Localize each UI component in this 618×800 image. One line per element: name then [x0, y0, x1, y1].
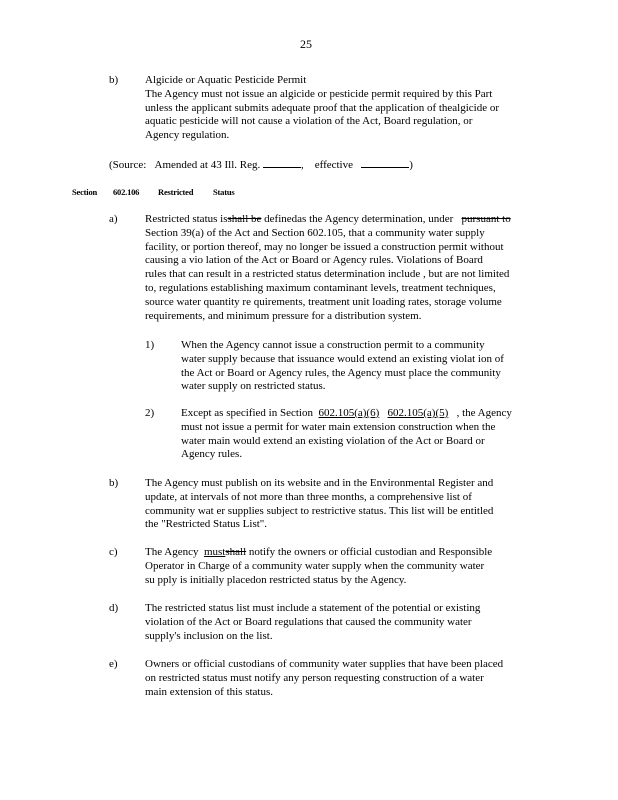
item-label-d: d) — [109, 602, 119, 614]
subitem-1-line: water supply on restricted status. — [181, 380, 326, 393]
notification-line: su pply is initially placedon restricted status by the Agency. — [145, 573, 407, 586]
notification-block — [145, 546, 492, 587]
owner-notice-line: Owners or official custodians of community water supplies that have been placed — [145, 658, 504, 670]
definition-line: facility, or portion thereof, may no longer be issued a construction permit without — [145, 240, 504, 253]
owner-notice-line: main extension of this status. — [145, 685, 274, 698]
statement-line: violation of the Act or Board regulations that caused the community water — [145, 615, 472, 628]
owner-notice-block — [145, 658, 503, 699]
item-label-1: 1) — [145, 339, 155, 351]
source-suffix: ) — [409, 159, 413, 171]
item-label-2: 2) — [145, 407, 155, 419]
definition-line: to, regulations establishing maximum contaminant levels, treatment techniques, — [145, 281, 496, 294]
notification-line: Operator in Charge of a community water supply when the community water — [145, 559, 485, 572]
section-title: Restricted — [158, 187, 194, 197]
statement-line: supply's inclusion on the list. — [145, 629, 273, 642]
inserted-text: must — [203, 546, 226, 558]
publish-line: the "Restricted Status List". — [145, 518, 268, 531]
deleted-text: shall be — [227, 213, 262, 225]
item-label-e: e) — [109, 658, 118, 670]
definition-text: definedas the Agency determination, under — [264, 213, 454, 225]
algicide-title: Algicide or Aquatic Pesticide Permit — [145, 74, 307, 86]
subitem-2-line: Agency rules. — [181, 448, 243, 461]
source-comma: , — [300, 159, 304, 171]
publish-line: community wat er supplies subject to restrictive status. This list will be entitled — [145, 504, 494, 517]
statement-block — [145, 602, 480, 643]
definition-text: Restricted status is — [145, 213, 228, 225]
statement-line: The restricted status list must include a statement of the potential or existing — [145, 602, 481, 614]
section-reference-old: 602.105(a)(5) — [387, 407, 449, 419]
subitem-2-line: water main would extend an existing violation of the Act or Board or — [181, 434, 485, 447]
item-label-b: b) — [109, 477, 119, 489]
source-effective: effective — [314, 159, 353, 171]
subitem-1-line: water supply because that issuance would extend an existing violat ion of — [181, 352, 504, 365]
definition-line: Section 39(a) of the Act and Section 602.105, that a community water supply — [145, 226, 485, 239]
definition-line-1 — [145, 213, 511, 227]
deleted-text: pursuant to — [461, 213, 511, 225]
restricted-status-list-block — [145, 477, 493, 532]
algicide-permit-block — [145, 74, 499, 143]
definition-line: source water quantity re quirements, treatment unit loading rates, storage volume — [145, 295, 502, 308]
section-title-status: Status — [213, 187, 235, 197]
source-note — [109, 157, 413, 171]
definition-line: rules that can result in a restricted status determination include , but are not limited — [145, 268, 510, 281]
item-label-c: c) — [109, 546, 118, 558]
section-number: 602.106 — [113, 187, 140, 197]
subitem-2-text: , the Agency — [456, 407, 512, 419]
restricted-status-definition — [145, 213, 511, 323]
source-amended: Amended at 43 Ill. Reg. — [154, 159, 261, 171]
notification-text: The Agency — [145, 546, 199, 558]
source-prefix: (Source: — [109, 159, 147, 171]
notification-text: notify the owners or official custodian and Responsible — [248, 546, 493, 558]
subitem-2-text: Except as specified in Section — [181, 407, 313, 419]
effective-date-blank — [361, 157, 409, 168]
publish-line: update, at intervals of not more than three months, a comprehensive list of — [145, 490, 472, 503]
item-label-b-algicide: b) — [109, 74, 119, 86]
subitem-2-block — [181, 407, 512, 462]
subitem-2-line-1 — [181, 407, 512, 421]
register-blank — [263, 157, 301, 168]
subitem-1-line: the Act or Board or Agency rules, the Agency must place the community — [181, 366, 501, 379]
algicide-line: unless the applicant submits adequate proof that the application of thealgicide or — [145, 101, 500, 114]
section-label: Section — [72, 187, 98, 197]
definition-line: requirements, and minimum pressure for a distribution system. — [145, 309, 422, 322]
definition-line: causing a vio lation of the Act or Board or Agency rules. Violations of Board — [145, 254, 483, 267]
publish-line: The Agency must publish on its website and in the Environmental Register and — [145, 477, 494, 489]
subitem-1-line: When the Agency cannot issue a construction permit to a community — [181, 339, 485, 351]
algicide-line: The Agency must not issue an algicide or pesticide permit required by this Part — [145, 87, 493, 100]
subitem-1-block — [181, 339, 504, 394]
section-reference-new: 602.105(a)(6) — [318, 407, 380, 419]
subitem-2-line: must not issue a permit for water main extension construction when the — [181, 420, 496, 433]
owner-notice-line: on restricted status must notify any person requesting construction of a water — [145, 671, 484, 684]
deleted-text: shall — [225, 546, 247, 558]
algicide-line: aquatic pesticide will not cause a violation of the Act, Board regulation, or — [145, 115, 473, 128]
notification-line-1 — [145, 546, 492, 560]
algicide-line: Agency regulation. — [145, 129, 230, 142]
item-label-a: a) — [109, 213, 118, 225]
page-number: 25 — [300, 37, 312, 51]
